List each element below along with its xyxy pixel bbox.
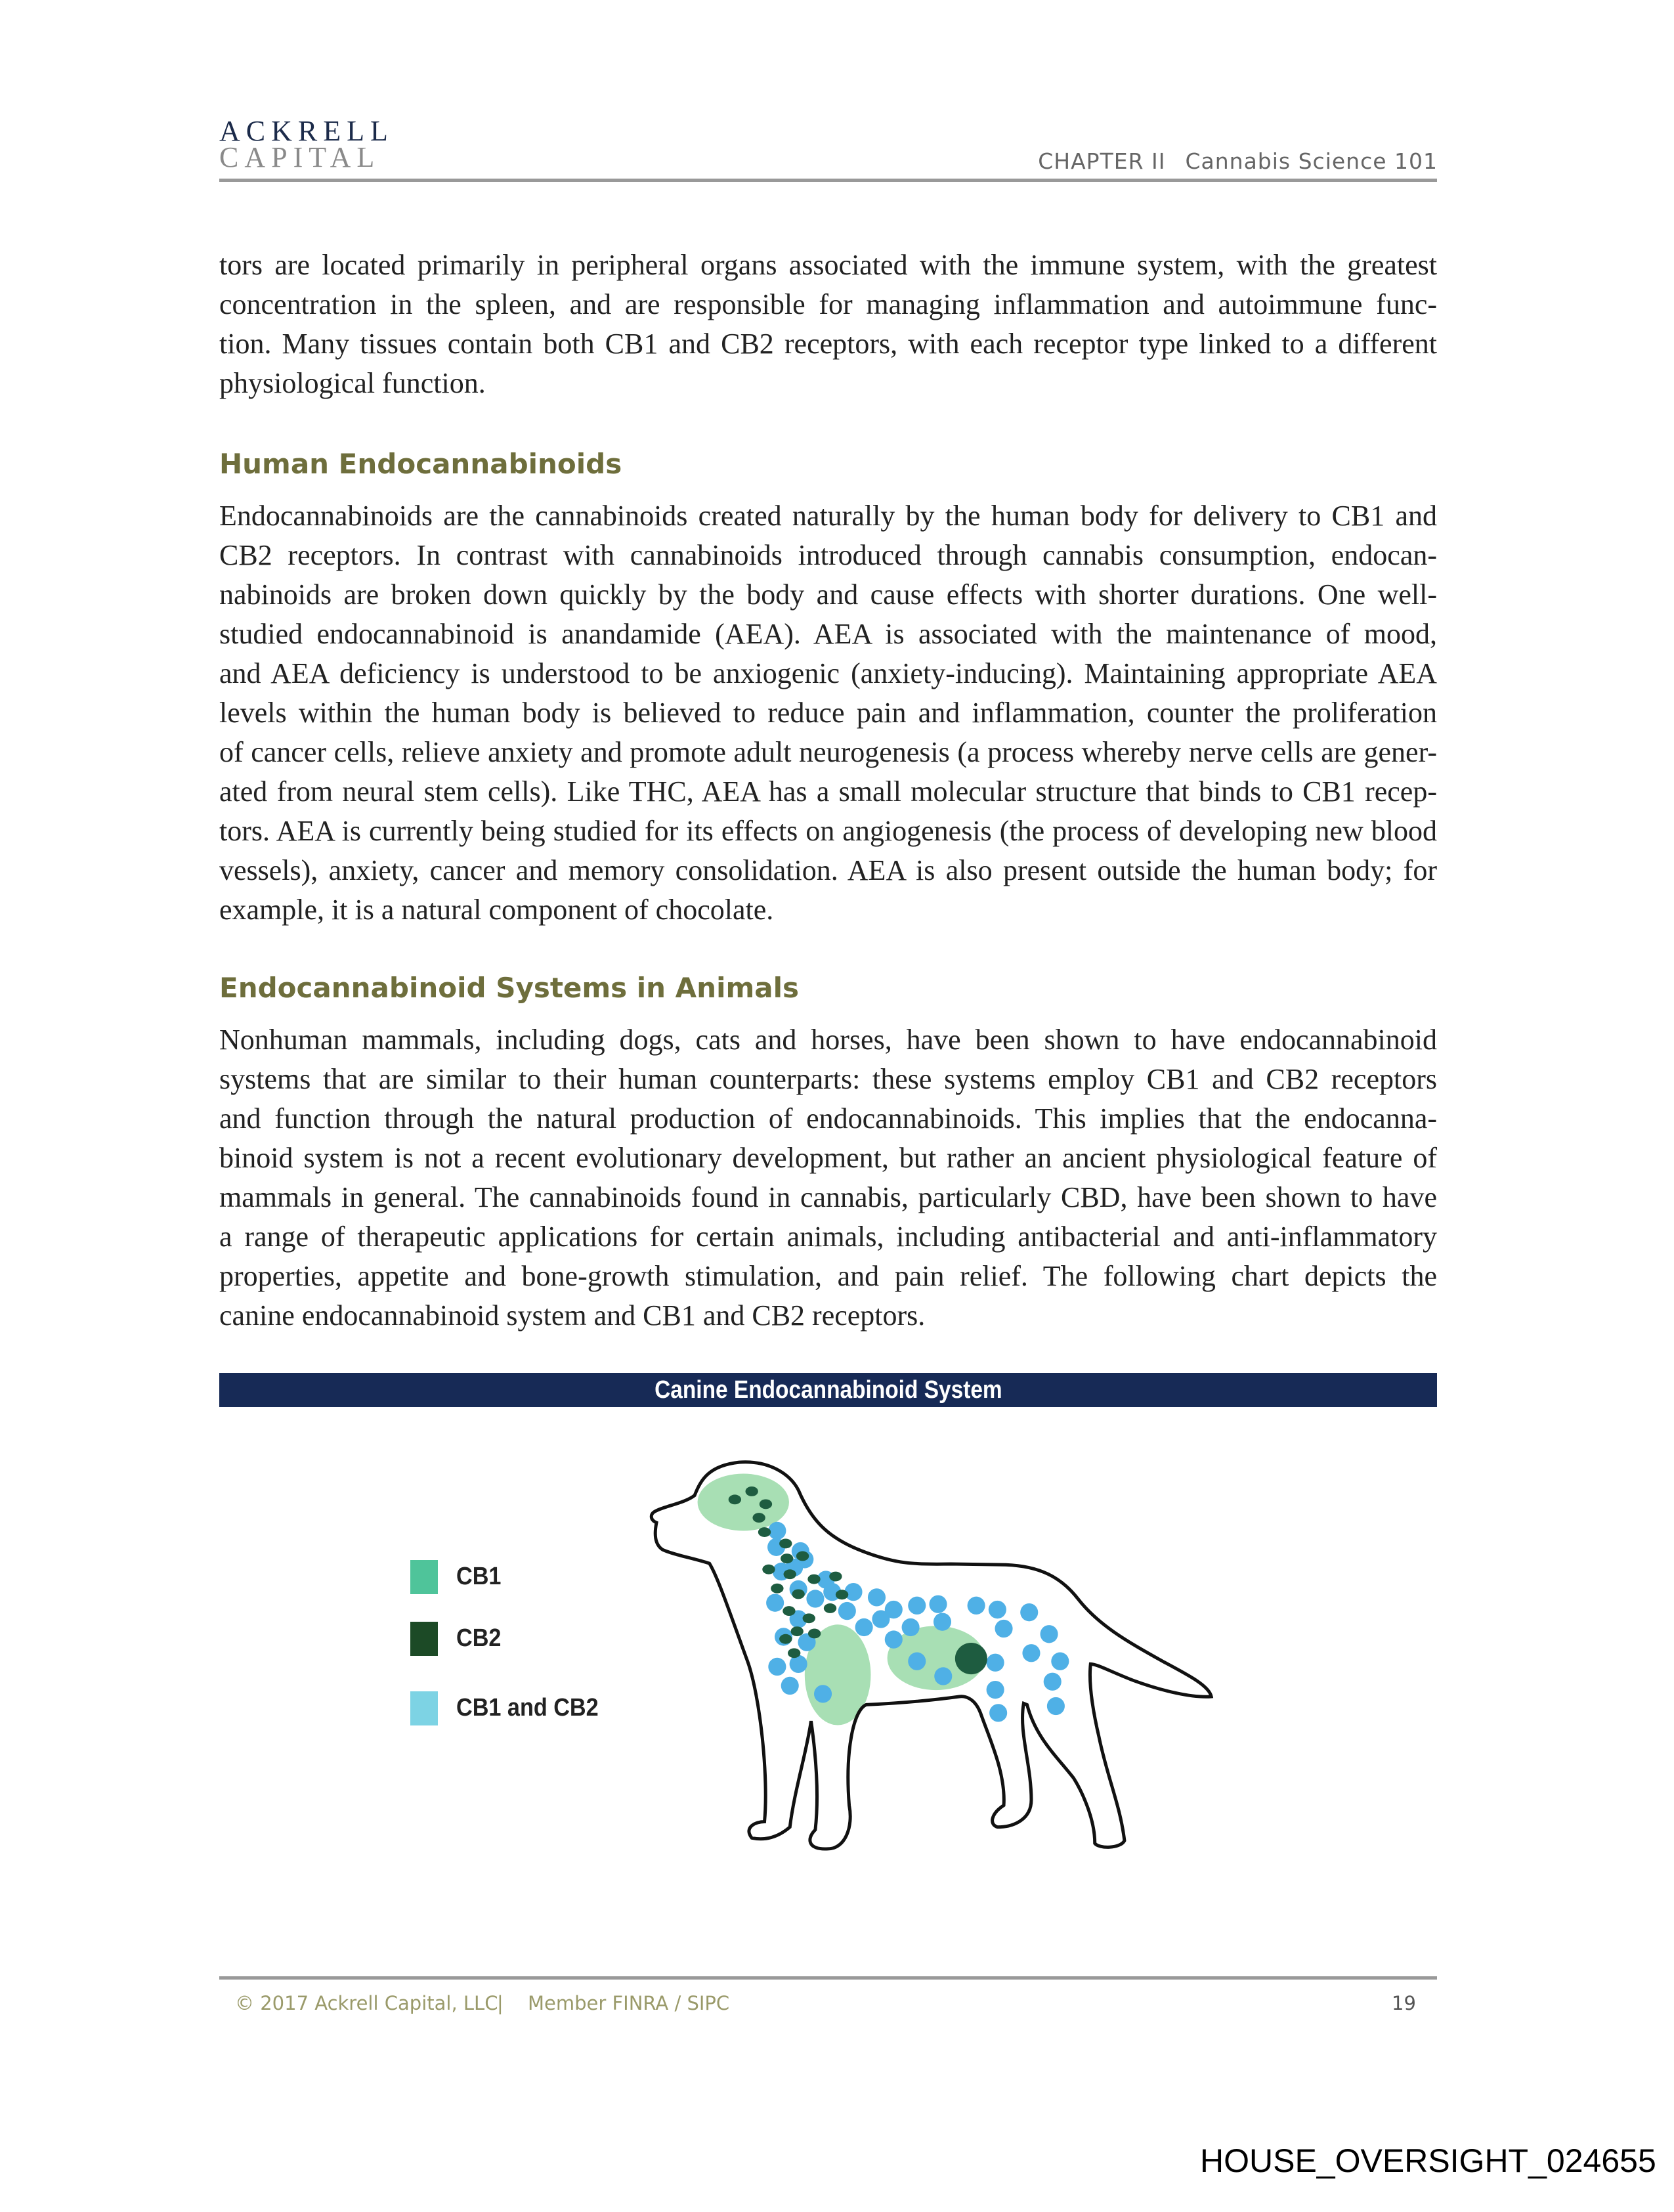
cb2-receptor-dot — [781, 1553, 793, 1563]
text-line: ated from neural stem cells). Like THC, AEA has a small molecular structure that binds to CB1 recep- — [219, 775, 1437, 808]
page-number: 19 — [1392, 1992, 1416, 2014]
cb2-receptor-dot — [779, 1538, 792, 1548]
text-line: Nonhuman mammals, including dogs, cats and horses, have been shown to have endocannabinoid — [219, 1024, 1437, 1056]
legend-label-cb2: CB2 — [456, 1624, 502, 1652]
paragraph-2 — [219, 496, 1437, 930]
cb2-receptor-dot — [803, 1613, 815, 1623]
chapter-label: CHAPTER II — [1038, 148, 1166, 174]
running-header — [1038, 148, 1438, 174]
text-line: tors are located primarily in peripheral organs associated with the immune system, with the greatest — [219, 249, 1437, 281]
text-line: vessels), anxiety, cancer and memory consolidation. AEA is also present outside the human body; for — [219, 854, 1437, 886]
cb2-receptor-dot — [788, 1648, 800, 1658]
cb2-receptor-dot — [783, 1606, 795, 1616]
footer-copyright: © 2017 Ackrell Capital, LLC — [235, 1992, 498, 2014]
cb1-cb2-receptor-dot — [934, 1613, 951, 1630]
figure-title: Canine Endocannabinoid System — [654, 1376, 1002, 1404]
cb1-cb2-receptor-dot — [1020, 1603, 1038, 1621]
cb1-cb2-receptor-dot — [989, 1601, 1006, 1618]
footer-rule — [219, 1976, 1437, 1980]
text-line: tors. AEA is currently being studied for its effects on angiogenesis (the process of developing new blood — [219, 815, 1437, 847]
cb1-cb2-receptor-dot — [766, 1594, 784, 1612]
text-line: canine endocannabinoid system and CB1 and CB2 receptors. — [219, 1299, 926, 1332]
text-line: levels within the human body is believed to reduce pain and inflammation, counter the proliferation — [219, 697, 1437, 729]
cb1-cb2-receptor-dot — [768, 1658, 786, 1676]
cb1-cb2-receptor-dot — [1047, 1697, 1065, 1715]
cb1-cb2-receptor-dot — [814, 1685, 832, 1702]
cb1-cb2-receptor-dot — [781, 1677, 799, 1695]
text-line: nabinoids are broken down quickly by the body and cause effects with shorter durations. One well- — [219, 578, 1437, 611]
cb2-receptor-dot — [796, 1551, 809, 1561]
cb1-cb2-receptor-dot — [934, 1667, 952, 1685]
header-rule — [219, 179, 1437, 182]
cb1-cb2-receptor-dot — [908, 1597, 926, 1615]
text-line: binoid system is not a recent evolutionary development, but rather an ancient physiological feature of — [219, 1142, 1437, 1174]
heading-human-endocannabinoids: Human Endocannabinoids — [219, 448, 622, 480]
cb1-cb2-receptor-dot — [902, 1618, 920, 1636]
cb2-receptor-dot — [808, 1629, 821, 1639]
cb1-cb2-receptor-dot — [995, 1620, 1012, 1637]
cb1-cb2-receptor-dot — [855, 1618, 873, 1636]
paragraph-3 — [219, 1020, 1437, 1335]
cb1-cb2-receptor-dot — [987, 1654, 1004, 1672]
cb1-cb2-receptor-dot — [1041, 1625, 1058, 1643]
cb1-cb2-receptor-dot — [885, 1630, 903, 1648]
cb2-receptor-dot — [760, 1499, 772, 1509]
cb1-cb2-receptor-dot — [838, 1602, 856, 1620]
cb2-receptor-dot — [752, 1513, 765, 1523]
cb2-receptor-dot — [729, 1494, 741, 1504]
cb2-receptor-dot — [792, 1589, 804, 1599]
bates-stamp: HOUSE_OVERSIGHT_024655 — [1200, 2142, 1656, 2179]
text-line: physiological function. — [219, 367, 486, 399]
figure-title-bar — [219, 1373, 1437, 1407]
cb1-cb2-receptor-dot — [872, 1610, 890, 1628]
logo-capital: CAPITAL — [219, 141, 381, 173]
cb1-cb2-receptor-dot — [868, 1588, 886, 1606]
cb1-cb2-receptor-dot — [1022, 1644, 1040, 1662]
cb2-receptor-dot — [758, 1527, 771, 1537]
logo-ackrell: ACKRELL — [219, 115, 394, 147]
cb2-receptor-dot — [784, 1569, 796, 1579]
text-line: properties, appetite and bone-growth stimulation, and pain relief. The following chart depicts the — [219, 1260, 1437, 1292]
text-line: and AEA deficiency is understood to be anxiogenic (anxiety-inducing). Maintaining appropriate AEA — [219, 657, 1437, 689]
section-label: Cannabis Science 101 — [1185, 148, 1438, 174]
text-line: and function through the natural production of endocannabinoids. This implies that the endocanna- — [219, 1102, 1437, 1135]
text-line: of cancer cells, relieve anxiety and promote adult neurogenesis (a process whereby nerve cells are gener- — [219, 736, 1437, 768]
cb2-receptor-dot — [836, 1590, 848, 1599]
cb1-cb2-receptor-dot — [908, 1653, 926, 1670]
text-line: example, it is a natural component of chocolate. — [219, 894, 774, 926]
text-line: a range of therapeutic applications for certain animals, including antibacterial and anti-inflammatory — [219, 1221, 1437, 1253]
cb2-receptor-dot — [807, 1574, 820, 1584]
footer-separator: | — [497, 1992, 504, 2014]
text-line: Endocannabinoids are the cannabinoids created naturally by the human body for delivery to CB1 and — [219, 500, 1437, 532]
cb2-receptor-dot — [829, 1572, 842, 1582]
cb1-cb2-receptor-dot — [987, 1681, 1004, 1699]
text-line: mammals in general. The cannabinoids found in cannabis, particularly CBD, have been shown to have — [219, 1181, 1437, 1213]
text-line: concentration in the spleen, and are responsible for managing inflammation and autoimmune func- — [219, 288, 1437, 320]
dog-diagram — [591, 1425, 1247, 1852]
text-line: CB2 receptors. In contrast with cannabinoids introduced through cannabis consumption, endocan- — [219, 539, 1437, 571]
spleen-cb2-cluster — [955, 1643, 987, 1674]
legend-swatch-cb1 — [410, 1560, 438, 1594]
cb1-cb2-receptor-dot — [768, 1522, 786, 1540]
cb2-receptor-dot — [745, 1486, 758, 1496]
cb1-cb2-receptor-dot — [989, 1704, 1007, 1722]
cb1-cb2-receptor-dot — [1051, 1653, 1069, 1670]
footer-member: Member FINRA / SIPC — [528, 1992, 730, 2014]
legend-swatch-cb2 — [410, 1622, 438, 1656]
text-line: studied endocannabinoid is anandamide (AEA). AEA is associated with the maintenance of mood, — [219, 618, 1437, 650]
heading-animal-systems: Endocannabinoid Systems in Animals — [219, 972, 799, 1004]
cb1-cb2-receptor-dot — [968, 1597, 985, 1615]
cb2-receptor-dot — [779, 1634, 792, 1644]
paragraph-1 — [219, 246, 1437, 403]
cb2-receptor-dot — [771, 1584, 783, 1594]
cb1-cb2-receptor-dot — [1044, 1673, 1062, 1691]
cb2-receptor-dot — [824, 1603, 836, 1613]
text-line: systems that are similar to their human counterparts: these systems employ CB1 and CB2 receptors — [219, 1063, 1437, 1095]
legend-label-cb1: CB1 — [456, 1563, 502, 1590]
cb2-receptor-dot — [791, 1626, 804, 1636]
text-line: tion. Many tissues contain both CB1 and CB2 receptors, with each receptor type linked to a different — [219, 328, 1437, 360]
cb1-cb2-receptor-dot — [806, 1590, 824, 1607]
cb1-cb2-receptor-dot — [929, 1595, 947, 1613]
legend-label-cb1-cb2: CB1 and CB2 — [456, 1694, 599, 1722]
cb2-receptor-dot — [762, 1565, 775, 1574]
legend-swatch-cb1-cb2 — [410, 1691, 438, 1725]
